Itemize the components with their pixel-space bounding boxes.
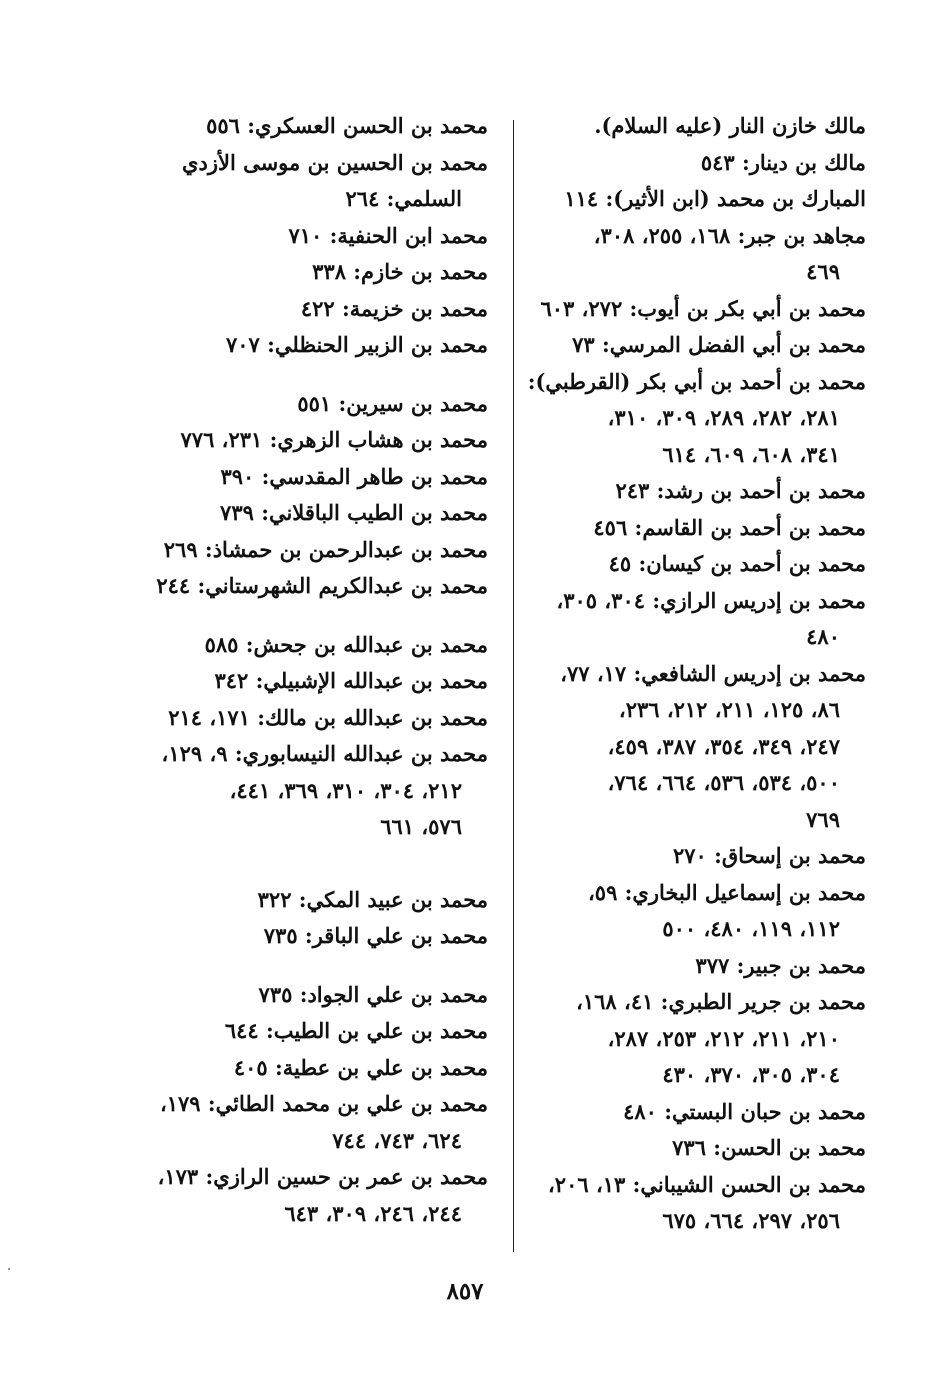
index-entry: محمد بن عبدالله بن جحش: ٥٨٥ — [204, 631, 488, 657]
index-entry: محمد بن عبيد المكي: ٣٢٢ — [257, 886, 488, 912]
index-entry-continuation: ٢٨١، ٢٨٢، ٢٨٩، ٣٠٩، ٣١٠، — [607, 405, 840, 430]
index-entry: محمد بن حبان البستي: ٤٨٠ — [623, 1098, 866, 1124]
index-entry-continuation: ٦٢٤، ٧٤٣، ٧٤٤ — [332, 1127, 462, 1153]
index-entry: محمد بن عبدالرحمن بن حمشاذ: ٢٦٩ — [163, 536, 488, 562]
index-entry-continuation: ٢٤٤، ٢٤٦، ٣٠٩، ٦٤٣ — [284, 1200, 462, 1226]
index-column-left — [156, 108, 488, 1232]
index-entry: محمد بن أحمد بن القاسم: ٤٥٦ — [593, 514, 866, 540]
index-entry-continuation: السلمي: ٢٦٤ — [345, 186, 462, 211]
index-entry: محمد بن جرير الطبري: ٤١، ١٦٨، — [576, 989, 866, 1014]
index-entry: محمد بن إدريس الشافعي: ١٧، ٧٧، — [560, 660, 866, 686]
index-entry: محمد بن علي الباقر: ٧٣٥ — [263, 923, 488, 948]
index-entry: محمد بن خازم: ٣٣٨ — [312, 259, 488, 284]
index-entry-continuation: ٨٦، ١٢٥، ٢١١، ٢١٢، ٢٣٦، — [618, 697, 840, 722]
index-entry: مالك بن دينار: ٥٤٣ — [700, 149, 866, 175]
index-entry-continuation: ١١٢، ١١٩، ٤٨٠، ٥٠٠ — [662, 916, 840, 941]
index-entry: محمد بن علي بن الطيب: ٦٤٤ — [224, 1018, 488, 1043]
index-entry: محمد بن طاهر المقدسي: ٣٩٠ — [220, 463, 488, 489]
entry-spacer — [160, 364, 488, 386]
entry-spacer — [160, 955, 488, 977]
index-entry: محمد بن الحسين بن موسى الأزدي — [182, 149, 488, 175]
index-entry-continuation: ٧٦٩ — [806, 806, 840, 832]
index-entry-continuation: ٤٦٩ — [806, 259, 840, 284]
index-entry-continuation: ٥٧٦، ٦٦١ — [380, 814, 462, 839]
index-entry: محمد بن أحمد بن أبي بكر (القرطبي): — [527, 368, 866, 394]
index-entry-continuation: ٣٤١، ٦٠٨، ٦٠٩، ٦١٤ — [662, 441, 840, 467]
index-entry: مجاهد بن جبر: ١٦٨، ٢٥٥، ٣٠٨، — [593, 222, 866, 248]
index-entry: مالك خازن النار (عليه السلام). — [594, 113, 866, 138]
index-entry-continuation: ٢٤٧، ٣٤٩، ٣٥٤، ٣٨٧، ٤٥٩، — [607, 733, 840, 759]
index-entry: محمد بن علي بن عطية: ٤٠٥ — [233, 1054, 488, 1080]
index-entry-continuation: ٥٠٠، ٥٣٤، ٥٣٦، ٦٦٤، ٧٦٤، — [607, 770, 840, 795]
index-entry: محمد بن أحمد بن رشد: ٢٤٣ — [615, 478, 866, 503]
index-entry-continuation: ٤٨٠ — [806, 624, 840, 649]
index-entry: محمد بن إدريس الرازي: ٣٠٤، ٣٠٥، — [556, 587, 866, 613]
index-entry: محمد بن هشاب الزهري: ٢٣١، ٧٧٦ — [180, 427, 488, 452]
index-entry: محمد بن عبدالله بن مالك: ١٧١، ٢١٤ — [168, 704, 488, 730]
index-entry: المبارك بن محمد (ابن الأثير): ١١٤ — [564, 186, 866, 211]
index-entry-continuation: ٢١٠، ٢١١، ٢١٢، ٢٥٣، ٢٨٧، — [607, 1025, 840, 1051]
index-entry: محمد بن علي الجواد: ٧٣٥ — [258, 981, 488, 1007]
index-entry: محمد بن عمر بن حسين الرازي: ١٧٣، — [157, 1164, 488, 1189]
index-entry: محمد بن عبدالكريم الشهرستاني: ٢٤٤ — [156, 573, 488, 598]
scan-speck — [8, 1268, 10, 1270]
index-entry-continuation: ٢١٢، ٣٠٤، ٣١٠، ٣٦٩، ٤٤١، — [229, 777, 462, 803]
index-entry: محمد بن علي بن محمد الطائي: ١٧٩، — [159, 1091, 488, 1116]
index-entry: محمد بن أبي بكر بن أيوب: ٢٧٢، ٦٠٣ — [540, 295, 866, 321]
index-entry: محمد بن سيرين: ٥٥١ — [297, 390, 488, 416]
index-entry: محمد بن الحسن الشيباني: ١٣، ٢٠٦، — [548, 1171, 866, 1197]
index-entry: محمد بن أبي الفضل المرسي: ٧٣ — [572, 332, 866, 357]
page-number: ٨٥٧ — [446, 1278, 484, 1305]
index-column-right — [528, 108, 866, 1240]
index-entry: محمد بن إسحاق: ٢٧٠ — [672, 843, 866, 868]
index-entry: محمد بن إسماعيل البخاري: ٥٩، — [588, 879, 866, 905]
index-entry: محمد بن الطيب الباقلاني: ٧٣٩ — [220, 500, 488, 525]
index-entry-continuation: ٣٠٤، ٣٠٥، ٣٧٠، ٤٣٠ — [662, 1062, 840, 1087]
index-entry: محمد بن الزبير الحنظلي: ٧٠٧ — [225, 332, 488, 357]
index-entry: محمد بن جبير: ٣٧٧ — [695, 952, 866, 978]
column-divider — [513, 120, 514, 1252]
index-entry: محمد بن أحمد بن كيسان: ٤٥ — [608, 551, 866, 576]
index-entry: محمد بن خزيمة: ٤٢٢ — [300, 295, 488, 321]
index-entry: محمد بن الحسن: ٧٣٦ — [672, 1135, 866, 1160]
index-entry: محمد ابن الحنفية: ٧١٠ — [288, 222, 488, 248]
index-entry: محمد بن عبدالله الإشبيلي: ٣٤٢ — [214, 668, 488, 693]
entry-spacer — [160, 846, 488, 882]
index-entry: محمد بن الحسن العسكري: ٥٥٦ — [206, 113, 488, 138]
entry-spacer — [160, 605, 488, 627]
index-entry: محمد بن عبدالله النيسابوري: ٩، ١٢٩، — [161, 741, 488, 766]
index-entry-continuation: ٢٥٦، ٢٩٧، ٦٦٤، ٦٧٥ — [662, 1208, 840, 1233]
